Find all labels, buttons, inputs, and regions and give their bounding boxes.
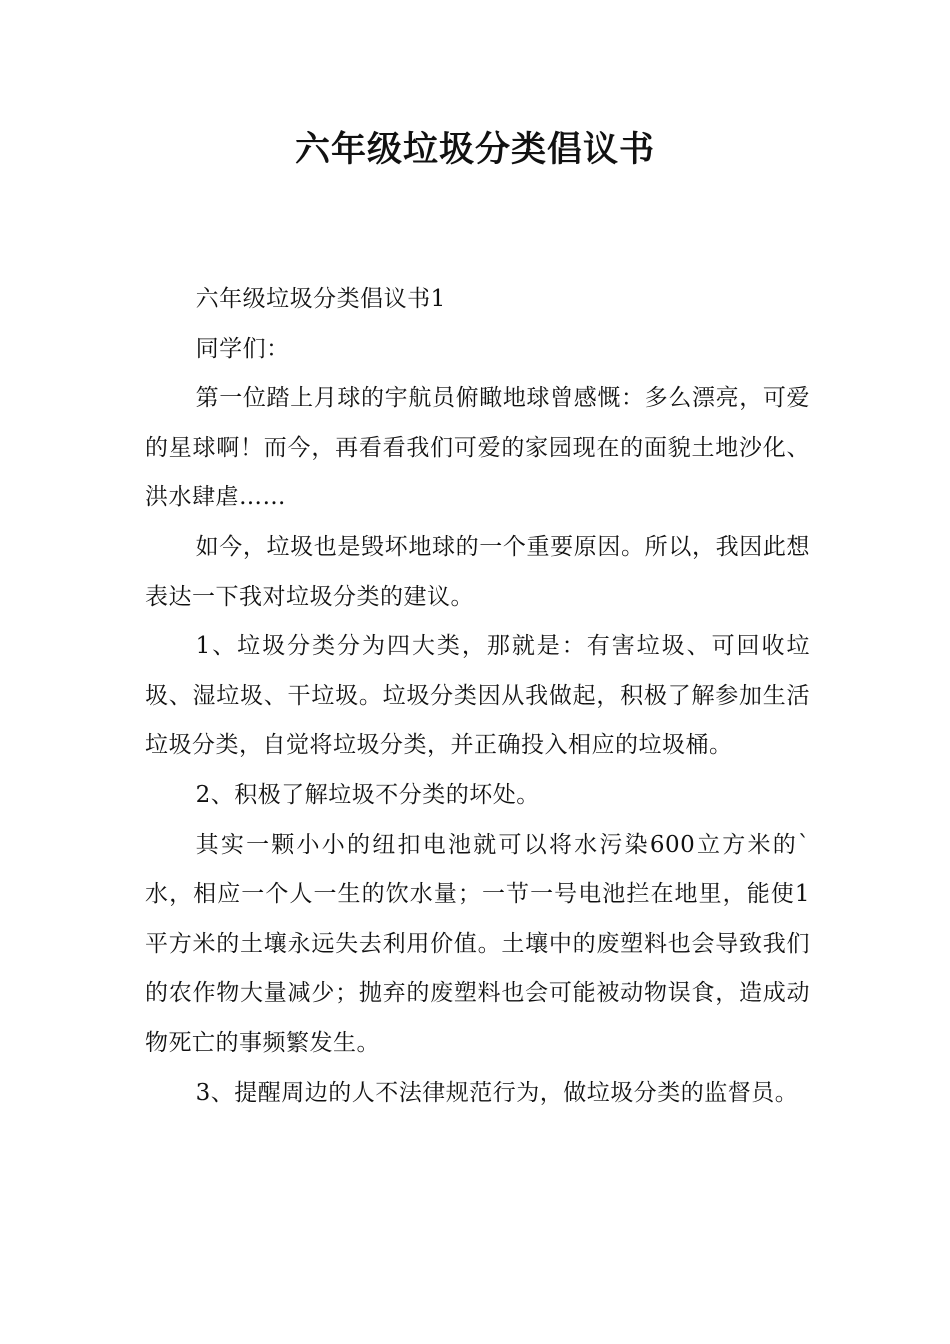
paragraph: 3、提醒周边的人不法律规范行为，做垃圾分类的监督员。: [195, 1079, 799, 1106]
paragraph: 1、垃圾分类分为四大类，那就是：有害垃圾、可回收垃圾、湿垃圾、干垃圾。垃圾分类因从我做起，积极了解参加生活垃圾分类，自觉将垃圾分类，并正确投入相应的垃圾桶。: [145, 633, 810, 759]
paragraph: 其实一颗小小的纽扣电池就可以将水污染600立方米的`水，相应一个人一生的饮水量；一节一号电池拦在地里，能使1平方米的土壤永远失去利用价值。土壤中的废塑料也会导致我们的农作物大量减少；抛弃的废塑料也会可能被动物误食，造成动物死亡的事频繁发生。: [145, 831, 810, 1056]
document-title: 六年级垃圾分类倡议书: [294, 130, 655, 170]
document-body: [145, 275, 810, 1118]
paragraph: 2、积极了解垃圾不分类的坏处。: [195, 781, 540, 808]
section-heading: 六年级垃圾分类倡议书1: [195, 286, 446, 312]
paragraph: 第一位踏上月球的宇航员俯瞰地球曾感慨：多么漂亮，可爱的星球啊！而今，再看看我们可爱的家园现在的面貌土地沙化、洪水肆虐……: [145, 385, 810, 511]
paragraph: 如今，垃圾也是毁坏地球的一个重要原因。所以，我因此想表达一下我对垃圾分类的建议。: [145, 533, 810, 610]
salutation: 同学们：: [195, 335, 290, 362]
